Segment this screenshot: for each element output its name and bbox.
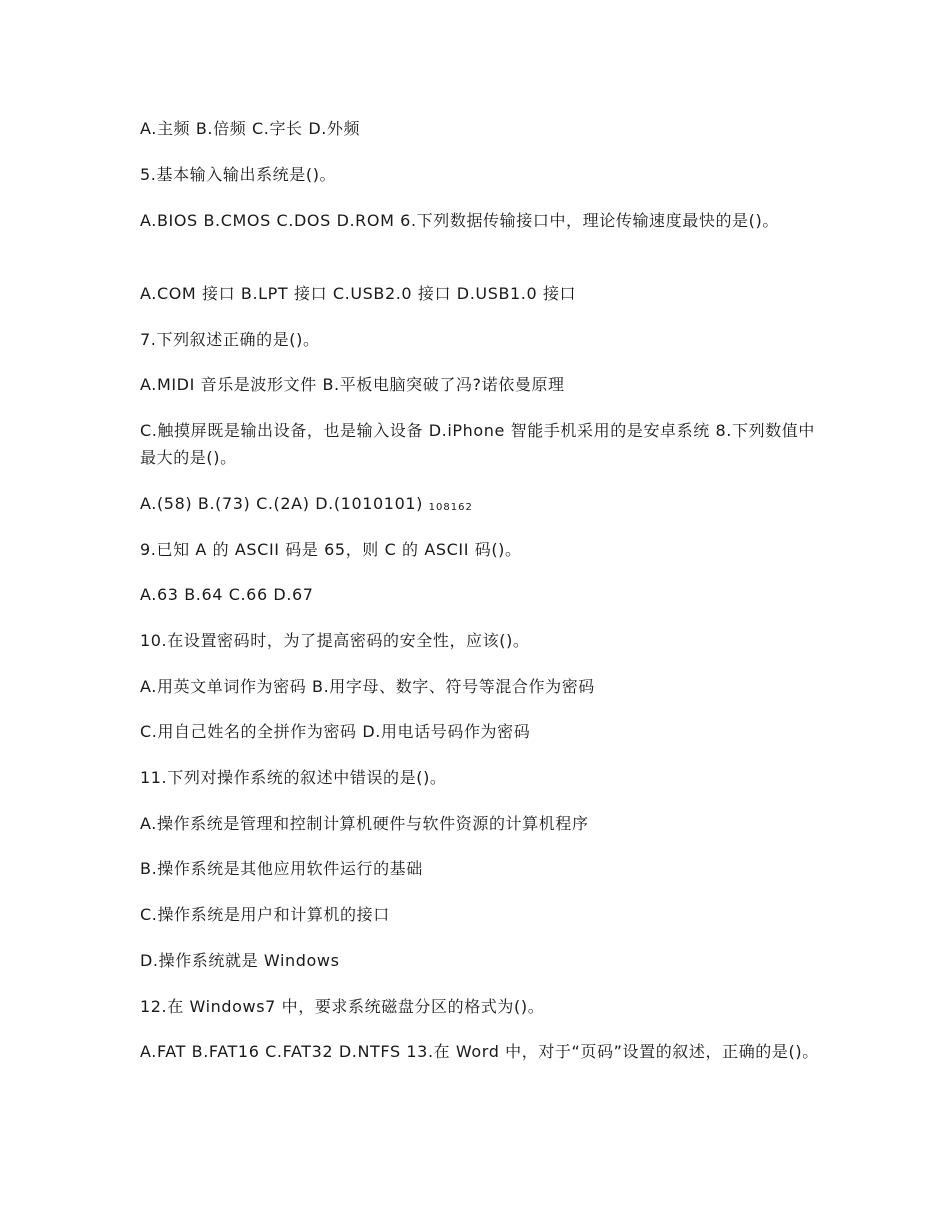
answer-options-q7-a: A.MIDI 音乐是波形文件 B.平板电脑突破了冯?诺依曼原理 [140, 375, 565, 394]
base-subscripts: 108162 [428, 502, 473, 513]
answer-options-q10-c: C.用自己姓名的全拼作为密码 D.用电话号码作为密码 [140, 722, 531, 741]
answer-option-q11-d: D.操作系统就是 Windows [140, 951, 340, 970]
question-5: 5.基本输入输出系统是()。 [140, 165, 337, 184]
question-12: 12.在 Windows7 中，要求系统磁盘分区的格式为()。 [140, 997, 545, 1016]
question-10: 10.在设置密码时，为了提高密码的安全性，应该()。 [140, 631, 530, 650]
answer-options-q8 [140, 490, 820, 520]
answer-options-q6: A.COM 接口 B.LPT 接口 C.USB2.0 接口 D.USB1.0 接口 [140, 284, 577, 303]
answer-options-q4: A.主频 B.倍频 C.字长 D.外频 [140, 119, 361, 138]
answer-options-q7-c-question-8: C.触摸屏既是输出设备，也是输入设备 D.iPhone 智能手机采用的是安卓系统 8.下列数值中最大的是()。 [140, 421, 815, 467]
question-11: 11.下列对操作系统的叙述中错误的是()。 [140, 768, 447, 787]
answer-option-q11-b: B.操作系统是其他应用软件运行的基础 [140, 859, 423, 878]
answer-options-q8-text: A.(58) B.(73) C.(2A) D.(1010101) [140, 494, 423, 513]
answer-options-q5-question-6: A.BIOS B.CMOS C.DOS D.ROM 6.下列数据传输接口中，理论传输速度最快的是()。 [140, 211, 779, 230]
answer-option-q11-c: C.操作系统是用户和计算机的接口 [140, 905, 390, 924]
answer-options-q9: A.63 B.64 C.66 D.67 [140, 585, 314, 604]
answer-option-q11-a: A.操作系统是管理和控制计算机硬件与软件资源的计算机程序 [140, 814, 589, 833]
answer-options-q12-question-13: A.FAT B.FAT16 C.FAT32 D.NTFS 13.在 Word 中，对于“页码”设置的叙述，正确的是()。 [140, 1042, 819, 1061]
question-7: 7.下列叙述正确的是()。 [140, 330, 320, 349]
question-9: 9.已知 A 的 ASCII 码是 65，则 C 的 ASCII 码()。 [140, 540, 522, 559]
answer-options-q10-a: A.用英文单词作为密码 B.用字母、数字、符号等混合作为密码 [140, 677, 595, 696]
